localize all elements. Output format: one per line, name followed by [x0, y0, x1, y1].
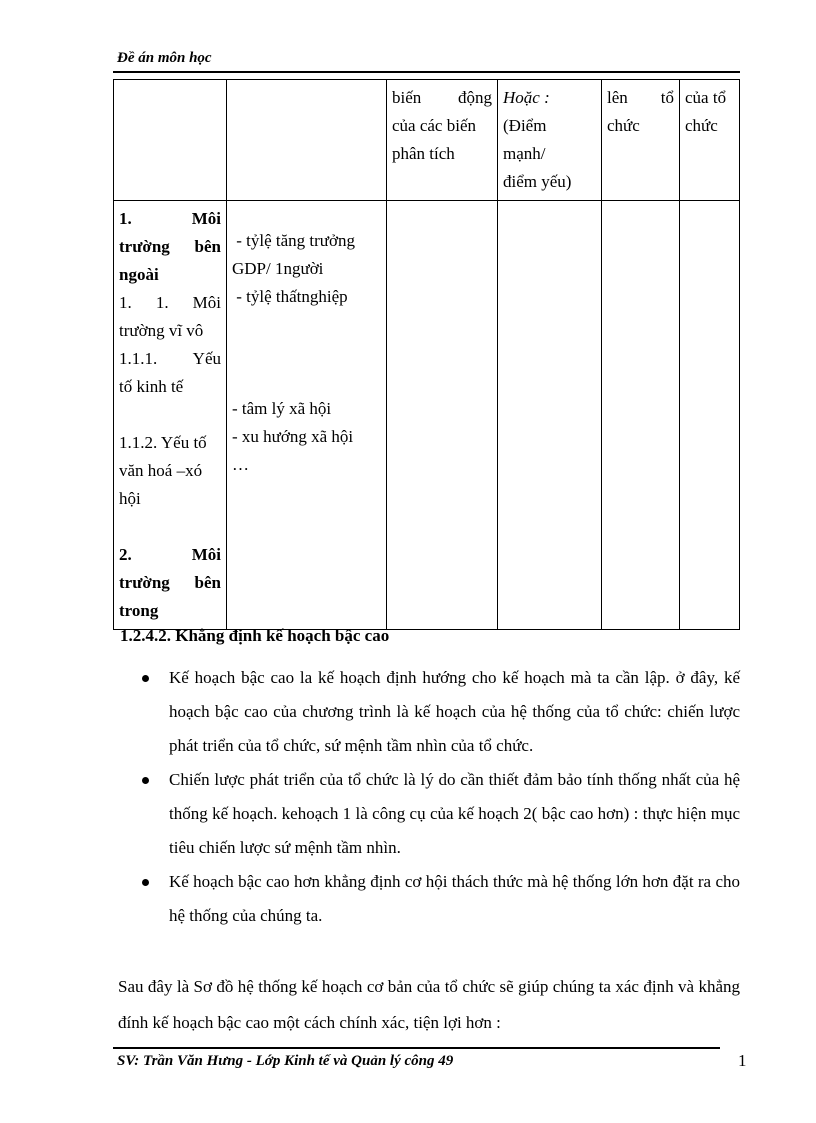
cell-line: điểm yếu)	[503, 172, 572, 191]
cell-line: tố kinh tế	[119, 377, 184, 396]
bullet-icon	[142, 675, 149, 682]
table-cell	[602, 201, 680, 630]
cell-line: trường vĩ vô	[119, 321, 204, 340]
page-footer-text: SV: Trần Văn Hưng - Lớp Kinh tế và Quản lý công 49	[117, 1053, 454, 1069]
cell-line: trường bên	[119, 237, 221, 256]
cell-line: …	[232, 455, 249, 474]
cell-spacer	[232, 311, 381, 395]
cell-line: 1.1.1. Yếu	[119, 349, 221, 368]
list-item	[127, 865, 740, 933]
bullet-list	[127, 661, 740, 933]
body-paragraph: Sau đây là Sơ đồ hệ thống kế hoạch cơ bản của tổ chức sẽ giúp chúng ta xác định và khẳng đính kế hoạch bậc cao một cách chính xác, tiện lợi hơn :	[118, 977, 740, 1032]
cell-line: 1. Môi	[119, 209, 221, 228]
bullet-icon	[142, 879, 149, 886]
table-cell	[387, 80, 498, 201]
bullet-icon	[142, 777, 149, 784]
list-item-text: Chiến lược phát triển của tổ chức là lý do cần thiết đảm bảo tính thống nhất của hệ thống kế hoạch. kehoạch 1 là công cụ của kế hoạch 2( bậc cao hơn) : thực hiện mục tiêu chiến lược sứ mệnh tầm nhìn.	[169, 770, 740, 857]
list-item	[127, 763, 740, 865]
table-cell	[680, 80, 740, 201]
cell-line: - tỷlệ tăng trưởng	[232, 231, 356, 250]
table-cell	[114, 201, 227, 630]
table-cell	[602, 80, 680, 201]
cell-line: - tỷlệ thấtnghiệp	[232, 287, 348, 306]
cell-line: của các biến	[392, 116, 476, 135]
table-cell	[498, 201, 602, 630]
cell-spacer	[119, 513, 221, 541]
footer-rule	[113, 1047, 720, 1049]
table-cell	[114, 80, 227, 201]
table-row	[114, 201, 740, 630]
page-number: 1	[738, 1051, 747, 1070]
cell-line: - xu hướng xã hội	[232, 427, 354, 446]
cell-spacer	[232, 205, 381, 227]
cell-line: hội	[119, 489, 141, 508]
table-row	[114, 80, 740, 201]
analysis-table	[113, 79, 740, 630]
list-item	[127, 661, 740, 763]
cell-line: chức	[685, 116, 718, 135]
cell-line: của tổ	[685, 88, 727, 107]
cell-line: văn hoá –xó	[119, 461, 203, 480]
page-header-title: Đề án môn học	[117, 50, 212, 66]
cell-line: (Điểm	[503, 116, 547, 135]
table-cell	[498, 80, 602, 201]
cell-line: Hoặc :	[503, 88, 550, 107]
list-item-text: Kế hoạch bậc cao hơn khẳng định cơ hội thách thức mà hệ thống lớn hơn đặt ra cho hệ thống của chúng ta.	[169, 872, 740, 925]
cell-line: trong	[119, 601, 159, 620]
cell-spacer	[119, 401, 221, 429]
table-cell	[680, 201, 740, 630]
table-cell	[387, 201, 498, 630]
cell-line: biến động	[392, 88, 492, 107]
header-rule	[113, 71, 740, 73]
table-cell	[227, 80, 387, 201]
list-item-text: Kế hoạch bậc cao la kế hoạch định hướng cho kế hoạch mà ta cần lập. ở đây, kế hoạch bậc cao của chương trình là kế hoạch của hệ thống của tổ chức: chiến lược phát triển của tổ chức, sứ mệnh tầm nhìn của tổ chức.	[169, 668, 740, 755]
cell-line: phân tích	[392, 144, 455, 163]
section-heading: 1.2.4.2. Khẳng định kế hoạch bậc cao	[120, 626, 390, 645]
cell-line: lên tổ	[607, 88, 674, 107]
cell-line: 1.1.2. Yếu tố	[119, 433, 207, 452]
cell-line: - tâm lý xã hội	[232, 399, 332, 418]
table-cell	[227, 201, 387, 630]
cell-line: 1. 1. Môi	[119, 293, 221, 312]
cell-line: trường bên	[119, 573, 221, 592]
cell-line: chức	[607, 116, 640, 135]
cell-line: 2. Môi	[119, 545, 221, 564]
cell-line: GDP/ 1người	[232, 259, 324, 278]
cell-line: mạnh/	[503, 144, 546, 163]
cell-line: ngoài	[119, 265, 159, 284]
